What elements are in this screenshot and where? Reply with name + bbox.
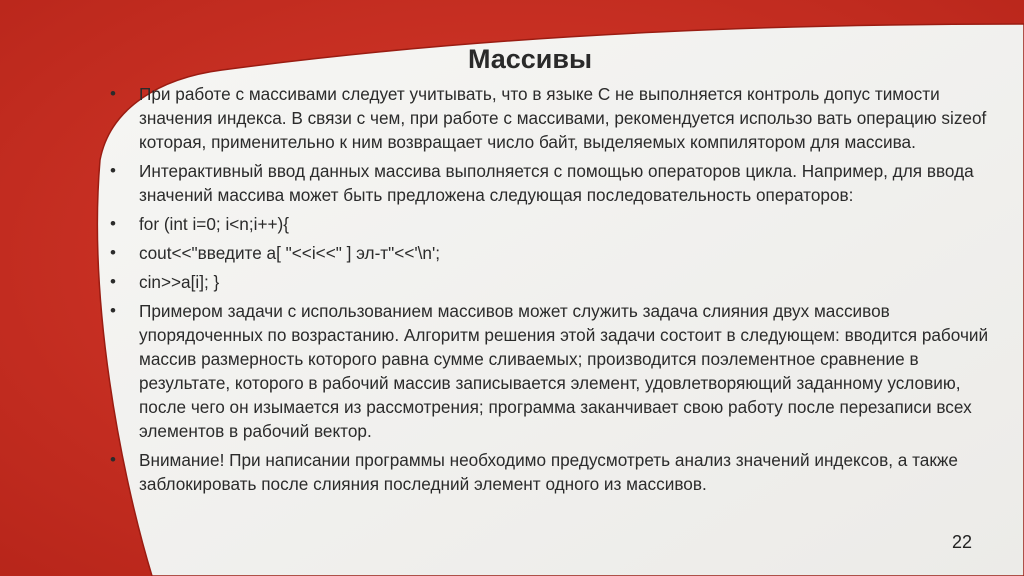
- bullet-text: Внимание! При написании программы необходимо предусмотреть анализ значений индексов, а также заблокировать после слияния последний элемент одного из массивов.: [139, 450, 958, 494]
- bullet-item: [107, 299, 997, 443]
- bullet-marker: •: [110, 450, 116, 469]
- bullet-text: При работе с массивами следует учитывать, что в языке C не выполняется контроль допус тимости значения индекса. В связи с чем, при работе с массивами, рекомендуется использо вать операцию sizeof которая, применительно к ним возвращает число байт, выделяемых компилятором для массива.: [139, 84, 987, 152]
- code-line: cin>>a[i]; }: [139, 272, 220, 292]
- bullet-marker: •: [110, 272, 116, 291]
- bullet-marker: •: [110, 301, 116, 320]
- bullet-marker: •: [110, 161, 116, 180]
- bullet-marker: •: [110, 214, 116, 233]
- bullet-text: Интерактивный ввод данных массива выполняется с помощью операторов цикла. Например, для ввода значений массива может быть предложена следующая последовательность операторов:: [139, 161, 974, 205]
- bullet-item: [107, 270, 997, 294]
- bullet-item: [107, 448, 997, 496]
- bullet-marker: •: [110, 243, 116, 262]
- bullet-marker: •: [110, 84, 116, 103]
- code-line: cout<<"введите a[ "<<i<<" ] эл-т"<<'\n';: [139, 243, 441, 263]
- code-line: for (int i=0; i<n;i++){: [139, 214, 289, 234]
- bullet-item: [107, 212, 997, 236]
- bullet-item: [107, 82, 997, 154]
- slide-title: Массивы: [467, 44, 593, 74]
- page-number: 22: [951, 532, 972, 552]
- bullet-list: [107, 82, 997, 501]
- bullet-item: [107, 159, 997, 207]
- bullet-item: [107, 241, 997, 265]
- bullet-text: Примером задачи с использованием массивов может служить задача слияния двух массивов упорядоченных по возрастанию. Алгоритм решения этой задачи состоит в следующем: вводится рабочий массив размерность которого равна сумме сливаемых; производится поэлементное сравнение в результате, которого в рабочий массив записывается элемент, удовлетворяющий заданному условию, после чего он изымается из рассмотрения; программа заканчивает свою работу после перезаписи всех элементов в рабочий вектор.: [139, 301, 989, 441]
